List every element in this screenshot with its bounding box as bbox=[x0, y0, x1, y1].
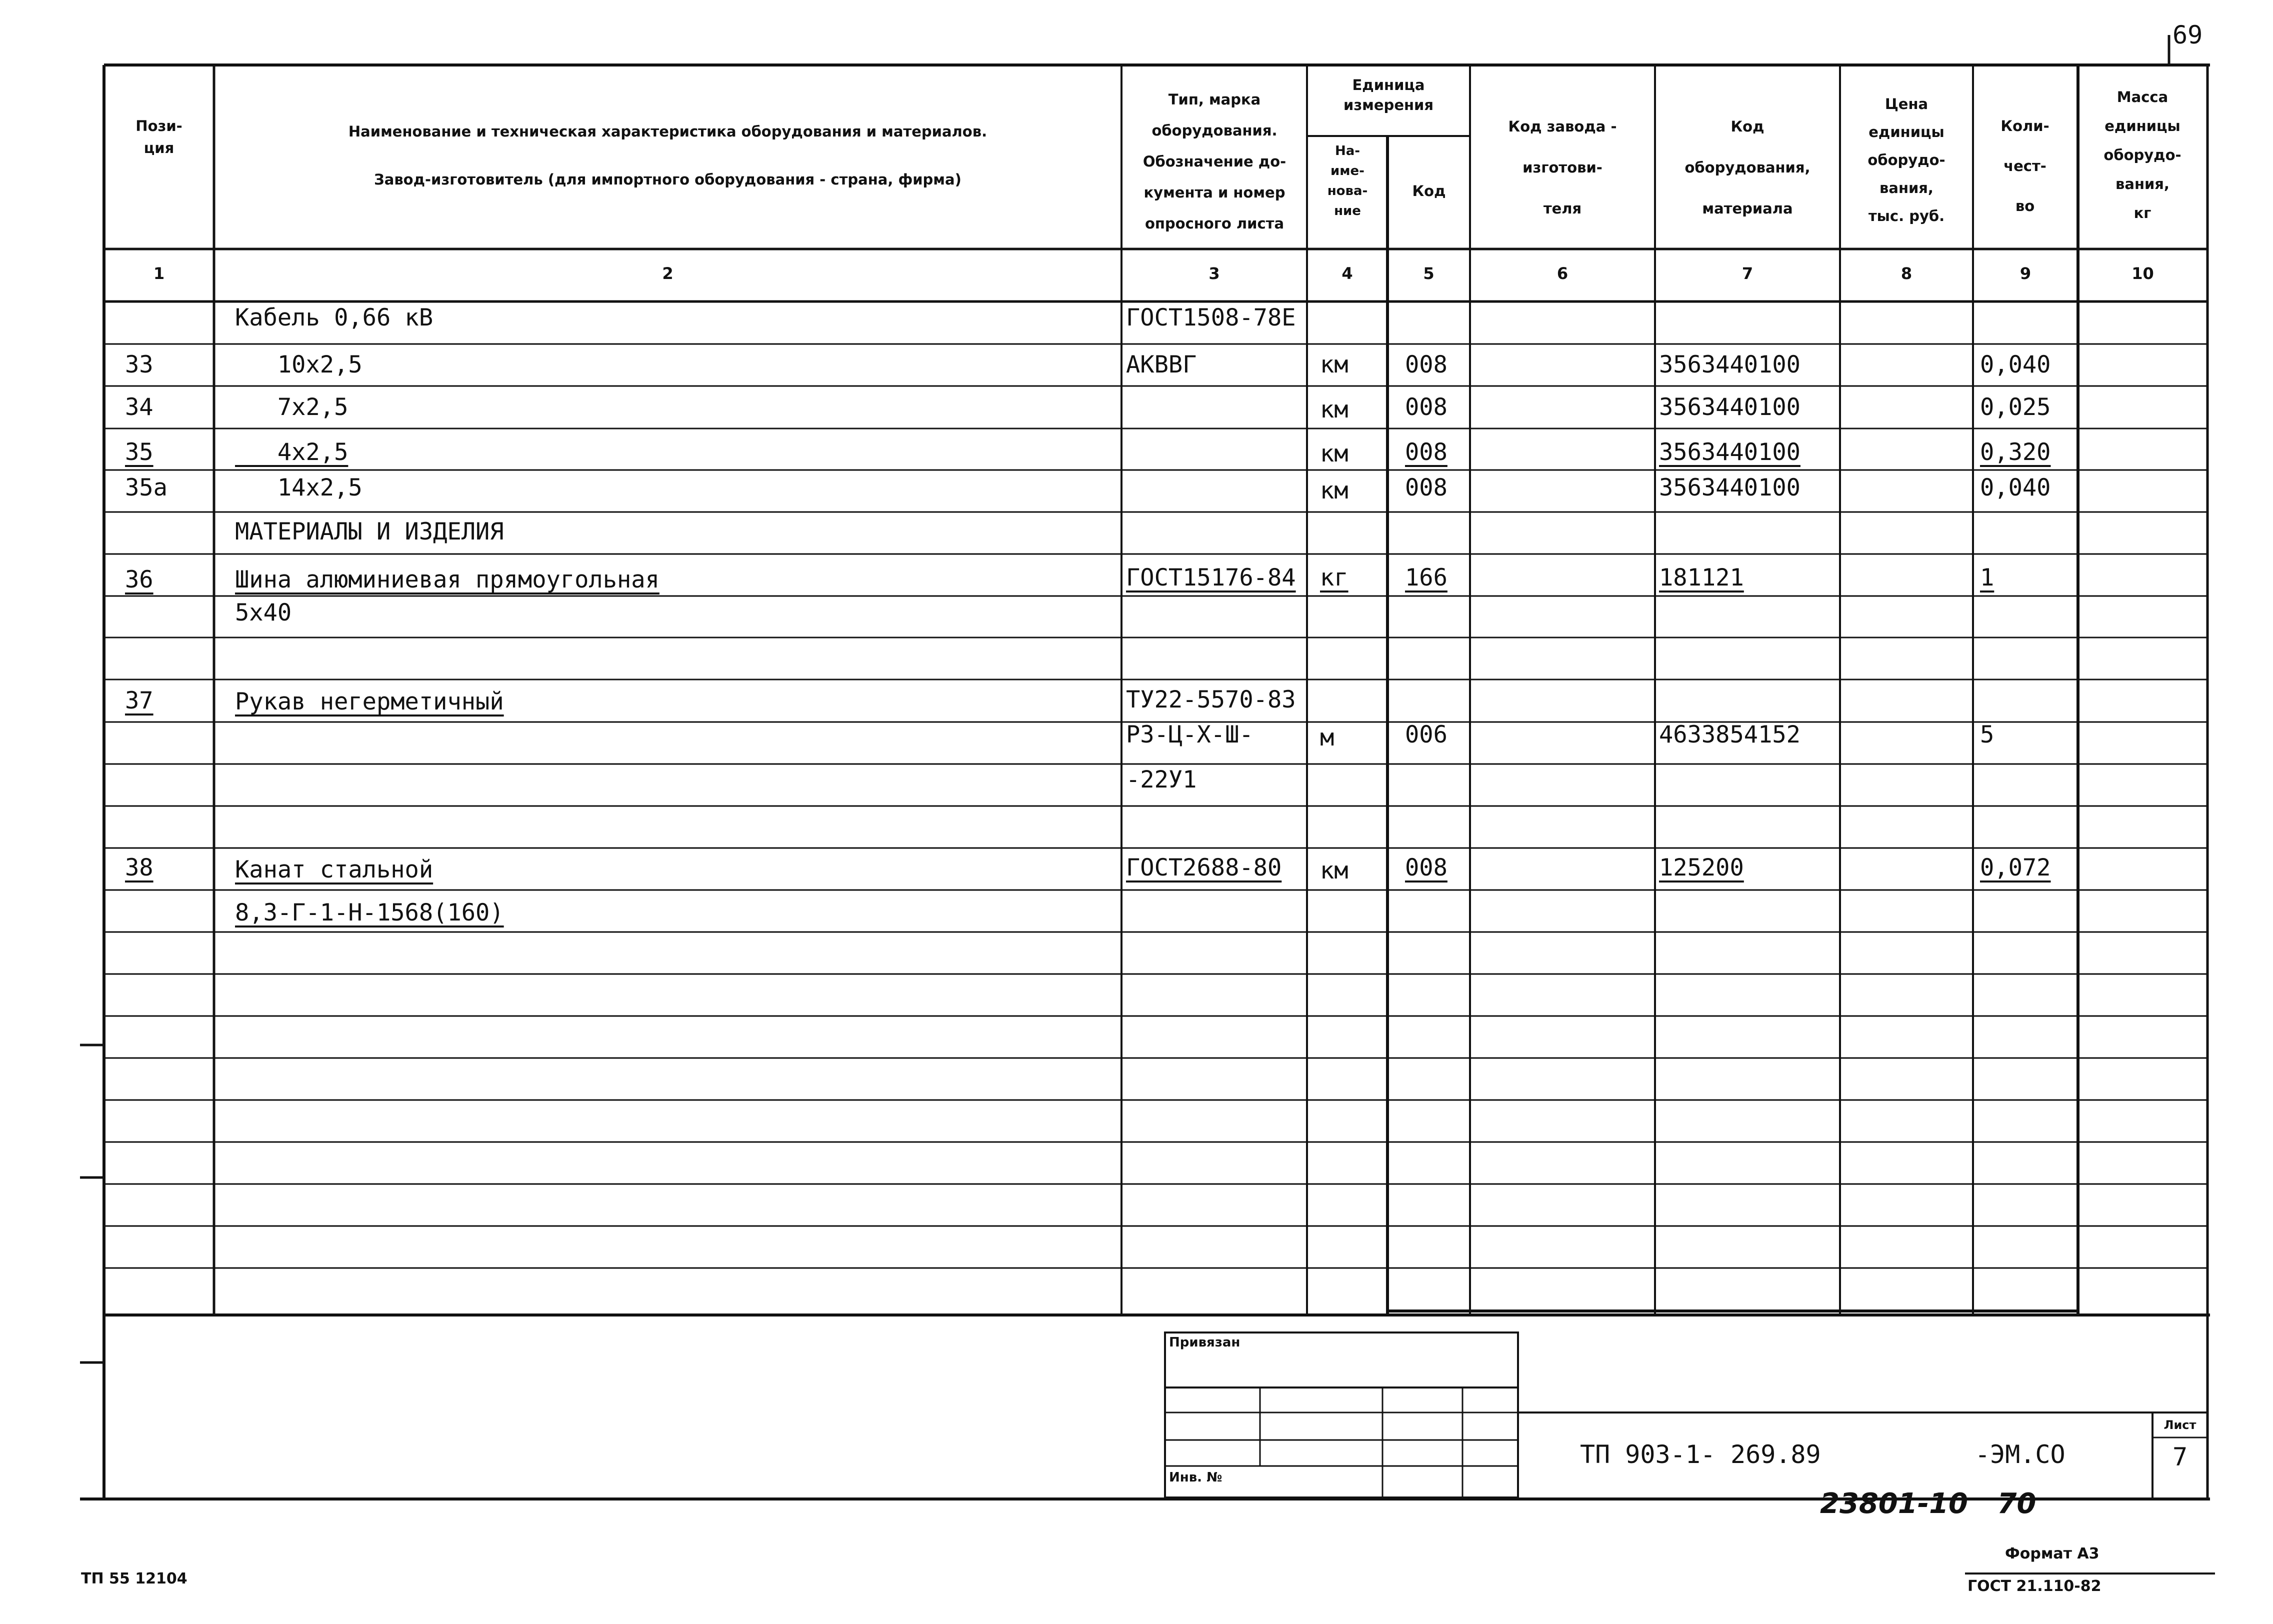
header-equipment-code: Код оборудования, материала bbox=[1684, 118, 1810, 217]
header-name: Наименование и техническая характеристика оборудования и материалов. Завод-изготовитель (для импортного оборудования - страна, фирма) bbox=[348, 123, 988, 188]
header-unit-code: Код bbox=[1412, 182, 1446, 200]
row-name: Канат стальной bbox=[235, 856, 434, 884]
row-name: 14х2,5 bbox=[235, 474, 362, 502]
column-number: 2 bbox=[662, 264, 674, 283]
handwritten-number: 23801-10 70 bbox=[1820, 1488, 2036, 1520]
row-quantity: 5 bbox=[1980, 721, 1994, 748]
row-unit-code: 006 bbox=[1405, 721, 1448, 748]
row-type: ТУ22-5570-83 bbox=[1126, 686, 1296, 714]
column-number: 7 bbox=[1742, 264, 1754, 283]
column-number: 4 bbox=[1342, 264, 1353, 283]
row-quantity: 0,040 bbox=[1980, 351, 2051, 378]
header-type: Тип, марка оборудования. Обозначение до- кумента и номер опросного листа bbox=[1142, 91, 1286, 232]
row-quantity: 0,320 bbox=[1980, 438, 2051, 466]
column-number: 6 bbox=[1556, 264, 1568, 283]
footer-format: Формат А3 bbox=[2005, 1545, 2100, 1562]
row-unit-code: 008 bbox=[1405, 474, 1448, 502]
footer-gost: ГОСТ 21.110-82 bbox=[1968, 1578, 2102, 1595]
row-type: -22У1 bbox=[1126, 766, 1197, 794]
column-number: 1 bbox=[153, 264, 165, 283]
row-position: 35а bbox=[125, 474, 168, 502]
document-mark: -ЭМ.СО bbox=[1975, 1440, 2066, 1469]
row-unit-code: 008 bbox=[1405, 394, 1448, 421]
row-position: 35 bbox=[125, 438, 154, 466]
row-position: 33 bbox=[125, 351, 154, 378]
row-type: ГОСТ15176-84 bbox=[1126, 564, 1296, 592]
row-name: 7х2,5 bbox=[235, 394, 348, 421]
column-number: 10 bbox=[2132, 264, 2154, 283]
header-quantity: Коли- чест- во bbox=[2000, 118, 2050, 214]
row-unit-code: 008 bbox=[1405, 438, 1448, 466]
row-equipment-code: 181121 bbox=[1659, 564, 1744, 592]
header-unit: Единица измерения bbox=[1344, 76, 1434, 114]
row-name: 4х2,5 bbox=[235, 438, 348, 466]
row-unit: кг bbox=[1320, 564, 1348, 592]
header-plant-code: Код завода - изготови- теля bbox=[1508, 118, 1617, 217]
row-unit-code: 008 bbox=[1405, 854, 1448, 882]
column-number: 5 bbox=[1423, 264, 1434, 283]
row-quantity: 0,072 bbox=[1980, 854, 2051, 882]
row-equipment-code: 3563440100 bbox=[1659, 394, 1800, 421]
header-price: Цена единицы оборудо- вания, тыс. руб. bbox=[1868, 96, 1946, 224]
row-position: 37 bbox=[125, 687, 154, 714]
column-number: 8 bbox=[1900, 264, 1912, 283]
footer-left-code: ТП 55 12104 bbox=[81, 1570, 188, 1588]
sheet-number: 7 bbox=[2172, 1442, 2188, 1472]
header-position: Пози- ция bbox=[136, 118, 182, 156]
row-name: 5х40 bbox=[235, 599, 292, 626]
row-type: АКВВГ bbox=[1126, 351, 1197, 378]
row-unit: км bbox=[1320, 857, 1348, 884]
row-unit: км bbox=[1320, 440, 1348, 468]
sheet-label: Лист bbox=[2164, 1418, 2196, 1432]
row-equipment-code: 3563440100 bbox=[1659, 474, 1800, 502]
row-quantity: 0,040 bbox=[1980, 474, 2051, 502]
row-name: Кабель 0,66 кВ bbox=[235, 304, 434, 332]
column-number: 3 bbox=[1208, 264, 1220, 283]
row-name: Шина алюминиевая прямоугольная bbox=[235, 566, 660, 594]
row-equipment-code: 125200 bbox=[1659, 854, 1744, 882]
row-unit-code: 008 bbox=[1405, 351, 1448, 378]
column-number: 9 bbox=[2020, 264, 2032, 283]
row-type: ГОСТ2688-80 bbox=[1126, 854, 1282, 882]
row-type: ГОСТ1508-78Е bbox=[1126, 304, 1296, 332]
row-unit: км bbox=[1320, 477, 1348, 504]
document-code: ТП 903-1- 269.89 bbox=[1580, 1440, 1821, 1469]
row-position: 38 bbox=[125, 854, 154, 882]
header-mass: Масса единицы оборудо- вания, кг bbox=[2104, 88, 2182, 222]
row-equipment-code: 3563440100 bbox=[1659, 438, 1800, 466]
row-quantity: 1 bbox=[1980, 564, 1994, 592]
row-position: 36 bbox=[125, 566, 154, 594]
row-unit: км bbox=[1320, 396, 1348, 424]
row-equipment-code: 4633854152 bbox=[1659, 721, 1800, 748]
row-unit: км bbox=[1320, 351, 1348, 378]
stamp-privyazan: Привязан bbox=[1169, 1335, 1240, 1350]
row-unit-code: 166 bbox=[1405, 564, 1448, 592]
stamp-inv-no: Инв. № bbox=[1169, 1470, 1222, 1485]
section-heading: МАТЕРИАЛЫ И ИЗДЕЛИЯ bbox=[235, 518, 504, 546]
header-unit-name: На- име- нова- ние bbox=[1327, 144, 1368, 218]
row-unit: м bbox=[1320, 724, 1334, 752]
page-number: 69 bbox=[2172, 20, 2203, 50]
row-quantity: 0,025 bbox=[1980, 394, 2051, 421]
row-name: 10х2,5 bbox=[235, 351, 362, 378]
row-type: Р3-Ц-Х-Ш- bbox=[1126, 721, 1254, 748]
row-name: Рукав негерметичный bbox=[235, 688, 504, 716]
row-name: 8,3-Г-1-Н-1568(160) bbox=[235, 899, 504, 926]
row-position: 34 bbox=[125, 394, 154, 421]
row-equipment-code: 3563440100 bbox=[1659, 351, 1800, 378]
